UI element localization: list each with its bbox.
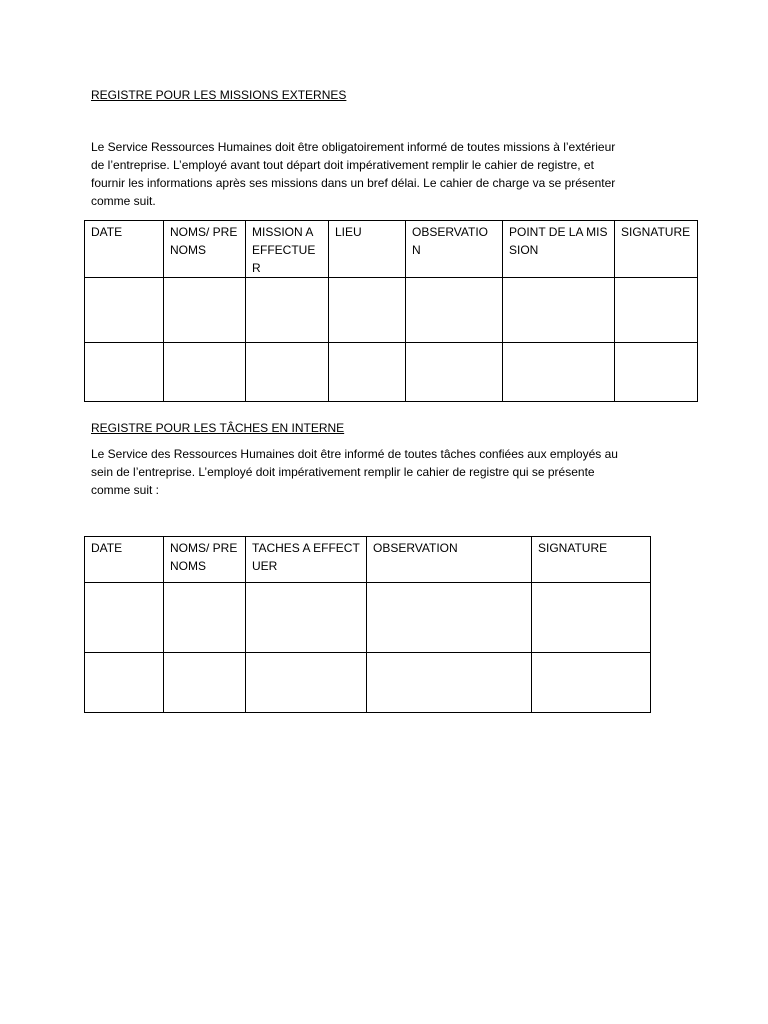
table-header-row	[85, 221, 698, 278]
column-header-signature: SIGNATURE	[532, 537, 651, 583]
column-header-observation: OBSERVATION	[406, 221, 503, 278]
table-row	[85, 653, 651, 713]
section-title-taches-internes: REGISTRE POUR LES TÂCHES EN INTERNE	[91, 421, 345, 435]
table-cell[interactable]	[503, 343, 615, 402]
table-cell[interactable]	[367, 583, 532, 653]
table-row	[85, 583, 651, 653]
table-cell[interactable]	[503, 278, 615, 343]
column-header-noms-prenoms: NOMS/ PRENOMS	[164, 537, 246, 583]
table-cell[interactable]	[329, 343, 406, 402]
column-header-date: DATE	[85, 221, 164, 278]
paragraph-line: comme suit :	[91, 483, 160, 497]
column-header-date: DATE	[85, 537, 164, 583]
table-row	[85, 278, 698, 343]
table-cell[interactable]	[406, 343, 503, 402]
table-cell[interactable]	[164, 583, 246, 653]
table-cell[interactable]	[85, 653, 164, 713]
intro-paragraph-taches	[91, 445, 671, 499]
table-cell[interactable]	[329, 278, 406, 343]
table-cell[interactable]	[615, 343, 698, 402]
table-header-row	[85, 537, 651, 583]
table-cell[interactable]	[85, 583, 164, 653]
paragraph-line: de l’entreprise. L’employé avant tout départ doit impérativement remplir le cahier de registre, et	[91, 158, 594, 172]
table-cell[interactable]	[85, 343, 164, 402]
paragraph-line: Le Service Ressources Humaines doit être obligatoirement informé de toutes missions à l’extérieur	[91, 140, 616, 154]
table-cell[interactable]	[615, 278, 698, 343]
column-header-taches: TACHES A EFFECTUER	[246, 537, 367, 583]
table-cell[interactable]	[532, 653, 651, 713]
table-cell[interactable]	[246, 583, 367, 653]
missions-register-table	[84, 220, 698, 402]
paragraph-line: comme suit.	[91, 194, 156, 208]
table-cell[interactable]	[164, 653, 246, 713]
table-cell[interactable]	[85, 278, 164, 343]
column-header-noms-prenoms: NOMS/ PRENOMS	[164, 221, 246, 278]
table-cell[interactable]	[532, 583, 651, 653]
table-cell[interactable]	[367, 653, 532, 713]
column-header-signature: SIGNATURE	[615, 221, 698, 278]
section-title-missions-externes: REGISTRE POUR LES MISSIONS EXTERNES	[91, 88, 347, 102]
table-cell[interactable]	[406, 278, 503, 343]
column-header-lieu: LIEU	[329, 221, 406, 278]
column-header-observation: OBSERVATION	[367, 537, 532, 583]
table-cell[interactable]	[164, 343, 246, 402]
column-header-point-mission: POINT DE LA MISSION	[503, 221, 615, 278]
table-cell[interactable]	[246, 343, 329, 402]
table-cell[interactable]	[246, 653, 367, 713]
table-cell[interactable]	[246, 278, 329, 343]
table-row	[85, 343, 698, 402]
paragraph-line: sein de l’entreprise. L’employé doit impérativement remplir le cahier de registre qui se présente	[91, 465, 595, 479]
intro-paragraph-missions	[91, 138, 671, 210]
paragraph-line: Le Service des Ressources Humaines doit être informé de toutes tâches confiées aux employés au	[91, 447, 618, 461]
table-cell[interactable]	[164, 278, 246, 343]
taches-register-table	[84, 536, 651, 713]
paragraph-line: fournir les informations après ses missions dans un bref délai. Le cahier de charge va se présenter	[91, 176, 616, 190]
column-header-mission: MISSION A EFFECTUER	[246, 221, 329, 278]
